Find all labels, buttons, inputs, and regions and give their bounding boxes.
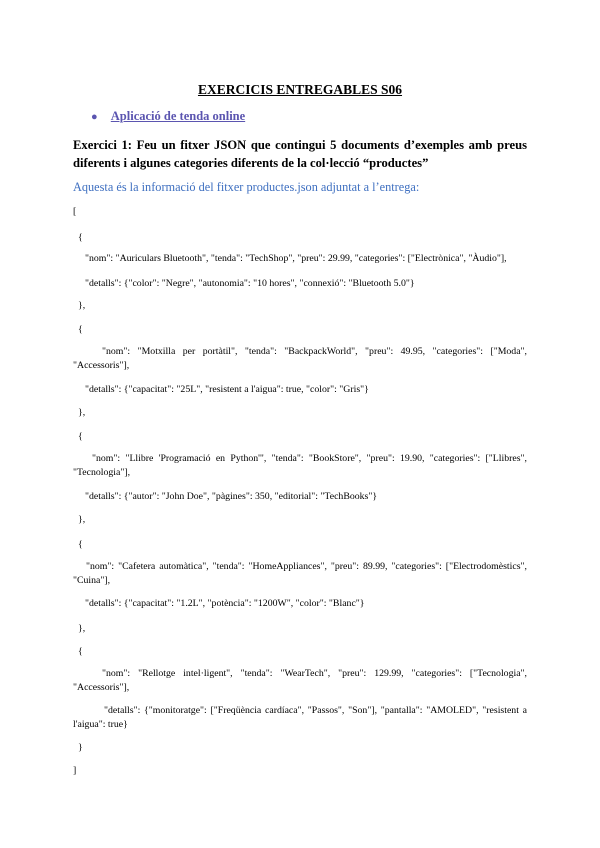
- item-close-brace: }: [78, 742, 83, 753]
- item-close-brace: },: [78, 300, 86, 311]
- item-details-line: "detalls": {"color": "Negre", "autonomia": "10 hores", "connexió": "Bluetooth 5.0"}: [85, 278, 415, 289]
- item-line: "nom": "Auriculars Bluetooth", "tenda": "TechShop", "preu": 29.99, "categories": ["Electrònica", "Àudio"],: [85, 253, 507, 264]
- item-details-line: "detalls": {"capacitat": "25L", "resistent a l'aigua": true, "color": "Gris"}: [85, 384, 369, 395]
- item-line: "nom": "Cafetera automàtica", "tenda": "HomeAppliances", "preu": 89.99, "categories": ["Electrodomèstics",: [86, 561, 527, 572]
- item-open-brace: {: [78, 324, 83, 335]
- item-line-continued: "Cuina"],: [73, 575, 111, 586]
- item-line-continued: "Accessoris"],: [73, 682, 130, 693]
- item-details-continued: l'aigua": true}: [73, 719, 128, 730]
- item-open-brace: {: [78, 646, 83, 657]
- item-open-brace: {: [78, 431, 83, 442]
- item-close-brace: },: [78, 514, 86, 525]
- item-details-line: "detalls": {"monitoratge": ["Freqüència cardíaca", "Passos", "Son"], "pantalla": "AMOLED", "resistent a: [104, 705, 527, 716]
- bullet-item: [91, 109, 245, 124]
- page-title: EXERCICIS ENTREGABLES S06: [197, 82, 403, 97]
- item-details-line: "detalls": {"autor": "John Doe", "pàgines": 350, "editorial": "TechBooks"}: [85, 491, 378, 502]
- close-bracket: ]: [73, 765, 77, 776]
- item-close-brace: },: [78, 407, 86, 418]
- exercise-heading: Exercici 1: Feu un fitxer JSON que contingui 5 documents d’exemples amb preus diferents i algunes categories diferents de la col·lecció “productes”: [73, 138, 527, 170]
- section-link[interactable]: Aplicació de tenda online: [110, 109, 246, 123]
- open-bracket: [: [73, 206, 77, 217]
- item-open-brace: {: [78, 232, 83, 243]
- item-open-brace: {: [78, 539, 83, 550]
- item-line: "nom": "Rellotge intel·ligent", "tenda": "WearTech", "preu": 129.99, "categories": ["Tecnologia",: [102, 668, 527, 679]
- intro-text: Aquesta és la informació del fitxer productes.json adjuntat a l’entrega:: [73, 180, 420, 194]
- item-details-line: "detalls": {"capacitat": "1.2L", "potència": "1200W", "color": "Blanc"}: [85, 598, 365, 609]
- item-close-brace: },: [78, 623, 86, 634]
- item-line: "nom": "Motxilla per portàtil", "tenda": "BackpackWorld", "preu": 49.95, "categories": ["Moda",: [102, 346, 527, 357]
- item-line-continued: "Accessoris"],: [73, 360, 130, 371]
- bullet-dot-icon: ●: [91, 111, 98, 123]
- item-line-continued: "Tecnologia"],: [73, 467, 131, 478]
- item-line: "nom": "Llibre 'Programació en Python'", "tenda": "BookStore", "preu": 19.90, "categories": ["Llibres",: [92, 453, 527, 464]
